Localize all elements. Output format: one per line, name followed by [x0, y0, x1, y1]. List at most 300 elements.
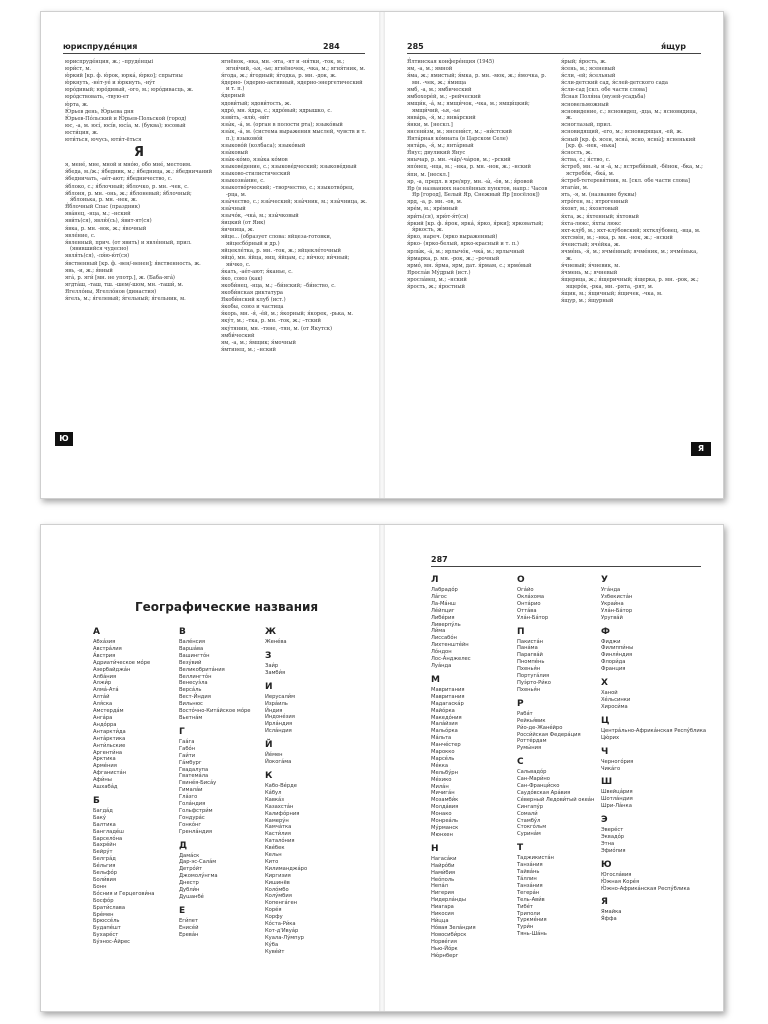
dictionary-entry: язы́к, -а́, м. (орган в полости рта); языко́вый — [221, 121, 343, 128]
geographic-name: Нагаса́ки — [431, 855, 457, 862]
dictionary-entry: ю́рта, ж. — [65, 101, 89, 108]
geographic-name: Сомали́ — [517, 810, 538, 817]
geographic-name: Камеру́н — [265, 817, 289, 824]
geographic-name: Либе́рия — [431, 614, 455, 621]
dictionary-entry: я́рость, ж.; я́ростный — [407, 284, 465, 290]
left-column-1 — [65, 59, 213, 303]
dictionary-entry: я́дерно- (ядерно-активный, ядерно-энергетический и т. п.) — [221, 79, 363, 93]
geographic-name: Га́мбург — [179, 759, 202, 766]
geographic-name: Анти́льские — [93, 742, 126, 749]
geographic-name: Ашхаба́д — [93, 784, 118, 791]
geographic-name: Пакиста́н — [517, 638, 544, 645]
dictionary-entry: я́чневый; я́чневик, м. — [561, 262, 620, 269]
dictionary-entry: языкозна́ние, с. — [221, 178, 265, 185]
geographic-name: Новосиби́рск — [431, 931, 467, 938]
dictionary-entry: янсени́зм, м.; янсени́ст, м.; –ни́стский — [407, 128, 512, 135]
geographic-name: Амстерда́м — [93, 708, 124, 715]
geographic-name: Саудо́вская Ара́вия — [517, 789, 571, 796]
dictionary-entry: я́сли-детский сад, я́слей-детского сада — [561, 80, 668, 87]
dictionary-entry: юриспруде́нция, ж.; –пруде́нцыі — [65, 59, 154, 65]
alphabet-letter-heading: Т — [517, 843, 524, 854]
geographic-name: Ротте́рдам — [517, 738, 547, 745]
geographic-name: Ерева́н — [179, 931, 199, 938]
geographic-name: Пномпе́нь — [517, 659, 545, 666]
geographic-name: Ула́н-Ба́тор — [517, 614, 549, 621]
dictionary-entry: янва́рь, -я́, м.; янва́рский — [407, 114, 476, 121]
geographic-name: Сан-Франци́ско — [517, 783, 560, 790]
right-column-1 — [407, 59, 553, 291]
geographic-name: Румы́ния — [517, 745, 542, 752]
dictionary-entry: я́сный [кр. ф. ясен, ясна́, ясно, ясны́]; ясненький [кр. ф. -нек, -нька] — [561, 136, 696, 150]
geographic-name: Молда́вия — [431, 804, 459, 811]
dictionary-entry: ясновидящий, -его, м.; ясновидящая, -ей, ж. — [561, 129, 683, 136]
geographic-name: Ме́хико — [431, 776, 452, 783]
geographic-name: Шотла́ндия — [601, 796, 633, 803]
dictionary-entry: яросла́вец, м.; –нский — [407, 276, 467, 283]
geographic-name: Кве́бек — [265, 845, 285, 852]
dictionary-entry: я́блоко, с.; я́блочный; я́блочко, р. мн. -чек, с. — [65, 183, 189, 190]
geographic-name: Киргизия — [265, 872, 291, 879]
geographic-name: Узбекиста́н — [601, 593, 633, 600]
left-header-rule — [63, 53, 365, 54]
geographic-name: Вильнюс — [179, 701, 203, 708]
geographic-name: Уругва́й — [601, 614, 623, 621]
dictionary-entry: ям, -а, м.; ямной — [407, 66, 453, 73]
geographic-name: Баку́ — [93, 814, 106, 821]
geographic-name: Лос-А́нджелес — [431, 656, 471, 663]
dictionary-entry: я́ко, союз (как) — [221, 275, 263, 282]
geographic-name: Кавка́з — [265, 796, 284, 803]
geographic-name: Варша́ва — [179, 645, 204, 652]
dictionary-entry: ясновидение, с.; ясновидец, -дца, м.; ясновидица, ж. — [561, 108, 698, 122]
dictionary-entry: яхтсме́н, м.; –нка, р. мн. -нок, ж.; –нский — [561, 234, 673, 241]
geographic-name: Центра́льно-Африка́нская Респу́блика — [601, 727, 707, 734]
geographic-name: Онта́рио — [517, 600, 541, 607]
geographic-name: Нами́бия — [431, 869, 456, 876]
dictionary-entry: ятро́ген, м.; ятрогенный — [561, 199, 629, 206]
dictionary-entry: я́стреб, мн. -ы и -а́, м.; ястреби́ный, -бёнок, -бка, м.; ястребо́к, -бка́, м. — [561, 164, 703, 177]
geographic-name: Марсе́ль — [431, 755, 455, 762]
alphabet-letter-heading: А — [93, 627, 100, 637]
dictionary-entry: яйцо́, мн. я́йца, яиц, я́йцам, с.; яи́чко; яи́чный; яи́чко, с. — [221, 255, 350, 268]
geo-left-column-1 — [93, 627, 177, 946]
geographic-name: Ли́ма — [431, 628, 446, 635]
geographic-name: Вьетна́м — [179, 714, 203, 721]
geographic-name: Тегера́н — [517, 889, 540, 896]
geographic-name: Великобрита́ния — [179, 666, 225, 673]
right-running-head: я́щур — [661, 42, 686, 51]
geographic-name: Гаи́ти — [179, 752, 196, 759]
geographic-name: Гондура́с — [179, 814, 205, 821]
geographic-name: Мюнхен — [431, 831, 453, 838]
geographic-name: Португа́лия — [517, 673, 550, 680]
dictionary-entry: ярд, -а, р. мн. -ов, м. — [407, 199, 463, 206]
dictionary-entry: я́рмарка, р. мн. -рок, ж.; –рочный — [407, 255, 500, 262]
dictionary-entry: я́года, ж.; я́годный; я́годка, р. мн. -док, ж. — [221, 72, 337, 79]
alphabet-letter-heading: Ю — [601, 859, 612, 870]
geographic-name: Касти́лия — [265, 831, 291, 838]
alphabet-letter-heading: М — [431, 674, 440, 685]
geographic-name: Заи́р — [265, 662, 279, 669]
geographic-name: Ула́н-Ба́тор — [601, 607, 633, 614]
dictionary-entry: яви́ть(ся), явлю́(сь), я́вит-ят(ся) — [65, 218, 152, 225]
geographic-name: Пхенья́н — [517, 666, 541, 673]
dictionary-entry: я́корь, мн. -я́, -е́й, м.; я́корный; я́корек, -рька, м. — [221, 311, 354, 318]
left-column-2 — [221, 59, 367, 354]
dictionary-entry: ясновельможный — [561, 101, 609, 108]
geographic-name: Веллингто́н — [179, 673, 212, 680]
geographic-name: Камча́тка — [265, 824, 292, 831]
geographic-name: Норве́гия — [431, 938, 457, 945]
geographic-name: Еги́пет — [179, 917, 198, 924]
geographic-name: Бейру́т — [93, 849, 113, 856]
dictionary-entry: язы́ковый — [221, 149, 249, 156]
geographic-name: Коре́я — [265, 907, 282, 914]
geographic-name: Найро́би — [431, 862, 455, 869]
geographic-name: Гимала́и — [179, 787, 203, 794]
dictionary-entry: юсти́ция, ж. — [65, 129, 99, 136]
geographic-name: Босфо́р — [93, 897, 114, 904]
alphabet-letter-heading: С — [517, 757, 524, 768]
dictionary-entry: я́вка, р. мн. -вок, ж.; я́вочный — [65, 225, 147, 232]
section-letter-ya: Я — [133, 144, 144, 160]
alphabet-letter-heading: Й — [265, 740, 273, 751]
dictionary-entry: ю́ркий [кр. ф. ю́рок, юрка́, ю́рко]; спрытны — [65, 73, 183, 80]
geographic-name: Парагва́й — [517, 652, 543, 659]
geographic-name: Кот-д'Ивуа́р — [265, 928, 299, 934]
geographic-name: Мальо́рка — [431, 728, 458, 735]
dictionary-entry: ягдта́ш, -таш, тш. -шем/-шом, мн. -таши́, м. — [65, 281, 184, 288]
geo-right-column-3 — [601, 575, 707, 923]
geographic-name: Ханой — [601, 690, 618, 697]
geographic-name: Луа́нда — [431, 662, 452, 669]
geographic-name: Франция — [601, 666, 626, 673]
geographic-name: Арктика — [93, 756, 116, 763]
entries-yu — [65, 59, 213, 144]
dictionary-entry: юти́ться, ючусь, юти́т-ёться — [65, 137, 142, 144]
geographic-name: Ко́ста-Ри́ка — [265, 921, 296, 928]
geo-left-column-2 — [179, 627, 265, 939]
geographic-name: Ла-Ма́нш — [431, 600, 456, 607]
geographic-name: Нидерла́нды — [431, 897, 466, 904]
geographic-name: Гаа́га — [179, 738, 195, 745]
geographic-name: Иерусали́м — [265, 693, 296, 700]
geographic-name: Гватема́ла — [179, 773, 209, 780]
alphabet-letter-heading: У — [601, 575, 608, 585]
geographic-name: Этна — [601, 840, 615, 847]
geographic-name: Росси́йская Федера́ция — [517, 731, 581, 738]
geographic-name: Лихтенште́йн — [431, 642, 469, 649]
dictionary-entry: Ю́рьев-По́льский и Ю́рьев-Польской (город) — [65, 115, 187, 122]
geographic-name: Фиджи — [601, 638, 621, 645]
page-gutter — [379, 12, 385, 498]
geographic-name: Мавритания — [431, 686, 465, 693]
dictionary-entry: яйце... (образует слова: яйцеза-готовки, яйцесбо́рный и др.) — [221, 234, 332, 247]
dictionary-entry: языкотво́рческий; –творчество, с.; языкотво́рец, -рца, м. — [221, 185, 355, 198]
geographic-name: Австра́лия — [93, 645, 122, 652]
dictionary-entry: язви́ть, -влю́, -ви́т — [221, 114, 270, 121]
geographic-name: Филиппи́ны — [601, 645, 634, 652]
geographic-name: Ле́йпциг — [431, 607, 455, 614]
geographic-name: Андо́рра — [93, 721, 117, 728]
geographic-name: Мозамби́к — [431, 797, 459, 804]
geographic-name: Сурина́м — [517, 831, 541, 838]
dictionary-entry: Яросла́в Му́дрый (ист.) — [407, 269, 471, 276]
geographic-name: Лабрадо́р — [431, 587, 458, 593]
geographic-name: Чика́го — [601, 765, 621, 772]
geographic-name: Везу́вий — [179, 659, 202, 666]
dictionary-entry: я́кать, -ае́т-ают; я́канье, с. — [221, 268, 293, 275]
alphabet-letter-heading: Р — [517, 698, 524, 709]
dictionary-entry: Я́блочный Спас (праздник) — [65, 204, 141, 211]
geographic-name: Пхенья́н — [517, 686, 541, 693]
dictionary-entry: язы́чный — [221, 205, 246, 212]
alphabet-letter-heading: Д — [179, 840, 188, 851]
dictionary-entry: ядро́, мн. я́дра, с.; ядро́вый; ядрышко, с. — [221, 107, 332, 114]
geographic-name: Копенга́ген — [265, 900, 298, 907]
alphabet-letter-heading: Н — [431, 843, 439, 854]
geographic-name: Танза́ния — [517, 862, 543, 869]
dictionary-entry: язычо́к, -чка́, м.; язы́чковый — [221, 213, 299, 220]
geographic-name: Дубли́н — [179, 887, 200, 894]
dictionary-entry: яр, -а, предл. в яре/яру, мн. -ы́, -о́в, м.; я́ровой — [407, 178, 533, 185]
dictionary-entry: я́рко- (ярко-белый, ярко-красный и т. п.) — [407, 241, 519, 248]
geographic-name: Манче́стер — [431, 742, 461, 749]
dictionary-entry: Я́лтинская конфере́нция (1945) — [407, 59, 495, 65]
geographic-name: Триполи — [517, 910, 541, 917]
dictionary-entry: я́чмень, м.; ячневый — [561, 269, 618, 276]
alphabet-letter-heading: З — [265, 650, 272, 661]
geographic-name: Хироси́ма — [601, 703, 628, 710]
geographic-name: Ку́ба — [265, 941, 279, 948]
geographic-name: Танза́ния — [517, 882, 543, 889]
geographic-name: Алжи́р — [93, 680, 112, 687]
geographic-name: Кишинёв — [265, 879, 290, 886]
alphabet-letter-heading: Ж — [265, 627, 277, 637]
left-running-head: юриспруде́нция — [63, 42, 138, 51]
geographic-name: Украи́на — [601, 600, 624, 607]
dictionary-entry: языкове́дение, с.; языкове́дческий; языкове́дный — [221, 163, 357, 170]
alphabet-letter-heading: Г — [179, 726, 185, 737]
geographic-name: Венесуэ́ла — [179, 680, 208, 687]
dictionary-entry: яку́т, м.; –тка, р. мн. -ток, ж.; –тский — [221, 318, 321, 325]
dictionary-entry: Ю́рьев день, Ю́рьева дня — [65, 108, 134, 115]
geographic-name: Гла́зго — [179, 794, 198, 801]
geographic-name: Вашингто́н — [179, 652, 210, 659]
geographic-name: Антаркти́да — [93, 728, 126, 735]
dictionary-entry: я́хонт, м.; я́хонтовый — [561, 206, 619, 213]
geographic-name: Бельфо́р — [93, 870, 118, 877]
geographic-name: Белгра́д — [93, 856, 116, 863]
geographic-name: Монако — [431, 811, 452, 818]
dictionary-entry: Янта́рная ко́мната (в Царском Селе) — [407, 136, 508, 143]
dictionary-entry: юс, -а, м. юсі́, юсі́в, юсі́а, м. (буква); юсовый — [65, 122, 186, 129]
geographic-name: Калифо́рния — [265, 810, 300, 817]
dictionary-entry: я́гель, м.; я́гелевый; я́гельный; я́гельник, м. — [65, 296, 186, 302]
geographic-name: Гвадалупа — [179, 766, 209, 773]
geographic-name: Брати́слава — [93, 904, 126, 911]
dictionary-entry: юри́ст, м. — [65, 66, 92, 73]
geographic-name: Адриати́ческое мо́ре — [93, 659, 151, 666]
dictionary-entry: ячме́нь, -я́, м.; ячме́нный; ячме́ник, м.; ячме́нька, ж. — [561, 249, 698, 262]
thumb-index-tab-yu: Ю — [55, 432, 73, 446]
dictionary-entry: яйцекле́тка, р. мн. -ток, ж.; яйцекле́точный — [221, 248, 341, 255]
dictionary-entry: я́ркий [кр. ф. я́рок, ярка́, я́рко, я́рки]; ярковатый; я́ркость, ж. — [407, 220, 544, 234]
geographic-name: Нигерия — [431, 890, 454, 897]
dictionary-entry: язы́к, -а́, м. (система выражения мыслей, чувств и т. п.); языково́й — [221, 128, 366, 142]
dictionary-entry: я́рко, нареч. (ярко выраженный) — [407, 234, 498, 241]
geographic-name: Та́ллин — [517, 876, 537, 882]
section-title: Географические названия — [135, 600, 319, 614]
geographic-name: Ливерпу́ль — [431, 621, 461, 628]
geo-right-column-2 — [517, 575, 601, 938]
geographic-name: Нью-Йо́рк — [431, 945, 458, 952]
geographic-name: Анта́рктика — [93, 735, 126, 742]
geographic-name: Ло́ндон — [431, 649, 452, 656]
dictionary-entry: ярлы́к, -а́, м.; ярлычо́к, -чка́, м.; ярлычный — [407, 248, 525, 255]
geographic-name: Енисе́й — [179, 924, 199, 931]
dictionary-entry: я́стреб-тетеревя́тник, м. [скл. обе части слова] — [561, 178, 690, 185]
dictionary-entry: я́бедничать, -ае́т-ают; я́бедничество, с. — [65, 176, 173, 183]
right-header-rule — [407, 53, 701, 54]
dictionary-entry: я́ма, ж.; ямистый; я́мка, р. мн. -мок, ж.; я́мочка, р. мн. -чек, ж.; я́мища — [407, 73, 547, 86]
geographic-name: Ме́кка — [431, 762, 449, 769]
alphabet-letter-heading: Ч — [601, 746, 609, 757]
dictionary-entry: явь, -и, ж.; я́вный — [65, 267, 113, 274]
dictionary-entry: я́щур, м.; я́щурный — [561, 297, 614, 304]
geographic-name: Килиманджа́ро — [265, 865, 308, 872]
geographic-name: Таджикиста́н — [517, 855, 554, 862]
dictionary-entry: ямбохоре́й, м.; –рейческий — [407, 93, 481, 100]
geographic-name: Йокога́ма — [265, 759, 292, 766]
geographic-name: Но́вая Зела́ндия — [431, 924, 476, 931]
geographic-name: Азербайджа́н — [93, 666, 131, 673]
geographic-name: Югосла́вия — [601, 871, 632, 878]
geographic-name: Майо́рка — [431, 707, 455, 714]
geographic-name: Аля́ска — [93, 701, 113, 708]
geographic-name: Будапе́шт — [93, 925, 121, 932]
geographic-name: Македо́ния — [431, 714, 462, 721]
alphabet-letter-heading: Б — [93, 795, 100, 806]
dictionary-entry: Я́сная Поля́на (музей-усадьба) — [561, 94, 646, 101]
geographic-name: Бу́энос-А́йрес — [93, 939, 131, 946]
dictionary-entry: я́сень, м.; ясеневый — [561, 66, 616, 73]
geographic-name: Брюссе́ль — [93, 918, 120, 925]
geographic-name: Тель-Ави́в — [517, 896, 545, 903]
dictionary-entry: я́вленный, прич. (от явить) и явле́нный, прил. (явившийся чудесно) — [65, 239, 192, 253]
geographic-name: Ка́бул — [265, 789, 282, 796]
dictionary-entry: я́ства, с.; я́ство, с. — [561, 157, 611, 164]
dictionary-entry: язы́к-ко́мо, язы́ка ко́мов — [221, 156, 288, 163]
geographic-name: Детро́йт — [179, 866, 203, 873]
geographic-name: Гвине́я-Биса́у — [179, 780, 217, 787]
dictionary-entry: язы́чество, с.; язы́ческий; язы́чник, м.; язы́чница, ж. — [221, 198, 367, 205]
geographic-name: Бонн — [93, 883, 107, 890]
geographic-name: Ри́о-де-Жане́йро — [517, 724, 563, 731]
dictionary-entry: я́сли, -ей; я́сельный — [561, 73, 616, 80]
geographic-name: Исла́ндия — [265, 728, 292, 735]
dictionary-entry: якоби́нская диктатура — [221, 290, 284, 297]
geographic-name: Лиссабо́н — [431, 635, 457, 642]
geographic-name: Анга́ра — [93, 714, 113, 721]
geographic-name: Замби́я — [265, 669, 286, 676]
geographic-name: Ога́йо — [517, 587, 534, 593]
geographic-name: Корфу — [265, 914, 283, 921]
dictionary-entry: явле́ние, с. — [65, 232, 96, 239]
geographic-name: Гонко́нг — [179, 821, 202, 828]
geographic-name: Индоне́зия — [265, 714, 295, 721]
geographic-name: Мичига́н — [431, 790, 455, 797]
geographic-name: Мельбу́рн — [431, 769, 458, 776]
dictionary-entry: я́сли-сад [скл. обе части слова] — [561, 87, 648, 94]
geographic-name: Хе́льсинки — [601, 696, 631, 703]
geographic-name: Мила́н — [431, 783, 449, 790]
geographic-name: Отта́ва — [517, 607, 537, 614]
dictionary-entry: яку́тянин, мн. -тяне, -тян, м. (от Якутск) — [221, 325, 333, 332]
geographic-name: Дар-эс-Сала́м — [179, 859, 217, 866]
dictionary-entry: я́кобы, союз и частица — [221, 304, 284, 311]
geographic-name: Бе́льгия — [93, 863, 116, 870]
geographic-name: Восто́чно-Кита́йское мо́ре — [179, 708, 251, 715]
dictionary-entry: янта́рь, -я́, м.; янта́рный — [407, 143, 474, 150]
right-page-number: 287 — [431, 555, 448, 564]
dictionary-entry: я́ичница, ж. — [221, 227, 255, 234]
geographic-name: Ямайка — [601, 909, 622, 916]
dictionary-entry: ягнёнок, -нка, мн. -ята, -ят и -ня́тки, -ток, м.; ягня́чий, -ья, -ье; ягнёночек, -чка, м.; ягня́тник, м. — [221, 59, 366, 72]
dictionary-entry: я́сность, ж. — [561, 150, 593, 157]
dictionary-entry: ядови́тый; ядови́тость, ж. — [221, 100, 292, 107]
geographic-name: Мадагаска́р — [431, 700, 464, 707]
geographic-name: Бо́сния и Герцегови́на — [93, 890, 155, 897]
geographic-name: Тайва́нь — [517, 869, 540, 876]
geographic-name: Багда́д — [93, 807, 113, 814]
geographic-name: Рейкья́вик — [517, 717, 546, 724]
dictionary-entry: я́щик, м.; я́щичный; я́щичек, -чка, м. — [561, 290, 663, 297]
dictionary-entry: я́мтинец, м.; –нский — [221, 346, 276, 353]
geographic-name: Му́рманск — [431, 825, 459, 831]
geographic-name: Цю́рих — [601, 734, 620, 741]
geographic-name: Ниагара — [431, 904, 454, 911]
geographic-name: Куве́йт — [265, 948, 285, 955]
geographic-name: Ю́жная Коре́я — [601, 878, 640, 885]
alphabet-letter-heading: И — [265, 681, 273, 692]
geographic-name: Швейца́рия — [601, 789, 633, 796]
dictionary-entry: я́вственный [кр. ф. -вен/-венен]; я́вственность, ж. — [65, 260, 201, 267]
dictionary-entry: я́пи, м. [нескл.] — [407, 171, 450, 178]
dictionary-entry: юро́дствовать, -твую-ет — [65, 94, 129, 101]
geographic-name: Боли́вия — [93, 877, 116, 883]
geographic-name: Непа́л — [431, 883, 448, 890]
geographic-name: Пана́ма — [517, 645, 538, 652]
dictionary-spread-284-285 — [40, 11, 724, 499]
geographic-name: Нео́поль — [431, 876, 455, 883]
dictionary-entry: Якоби́нский клуб (ист.) — [221, 297, 286, 304]
dictionary-entry: я́блоня, р. мн. -онь, ж.; я́блоневый; я́блочный; я́блонька, р. мн. -нек, ж. — [65, 190, 192, 204]
dictionary-entry: я́беда, м./ж.; я́бедник, м.; я́бедница, ж.; я́бедничаний — [65, 169, 213, 176]
geographic-name: Катало́ния — [265, 838, 295, 845]
geographic-name: Куала-Лу́мпур — [265, 934, 304, 941]
geographic-name: Стамбу́л — [517, 817, 541, 824]
dictionary-entry: ямби́ческий — [221, 332, 255, 339]
geographic-name: Бахре́йн — [93, 842, 117, 849]
geographic-name: Ирла́ндия — [265, 721, 293, 728]
geographic-name: Дама́ск — [179, 852, 200, 859]
dictionary-entry: яре́м, м.; яре́мный — [407, 206, 458, 213]
geographic-name: Габо́н — [179, 745, 196, 752]
geographic-name: Гола́ндия — [179, 801, 206, 808]
geographic-name: Барсело́на — [93, 835, 123, 842]
dictionary-entry: я́рый; я́рость, ж. — [561, 59, 607, 65]
